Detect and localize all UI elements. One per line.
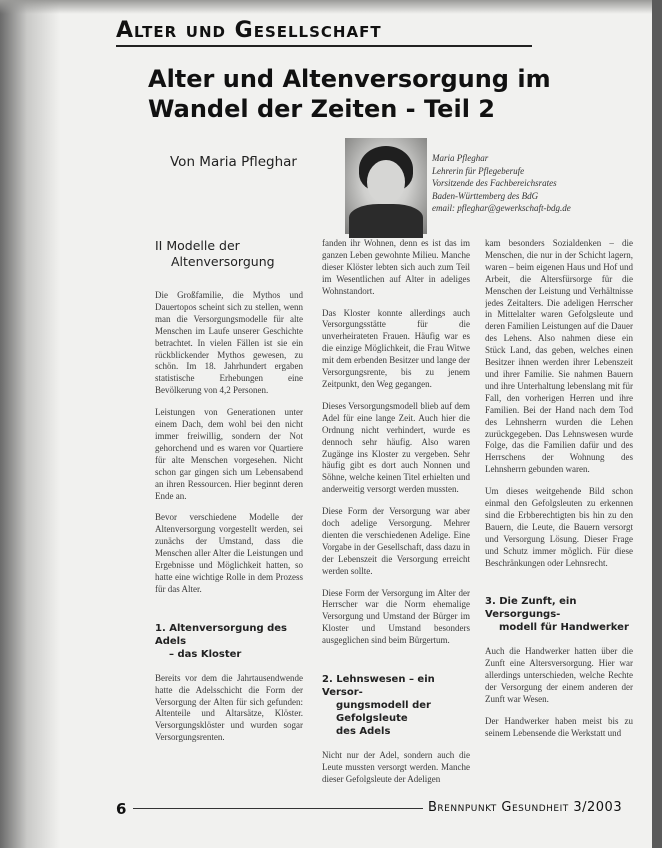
section-heading-ii <box>155 238 303 270</box>
body-paragraph: Bereits vor dem die Jahrtausendwende hatte die Adelsschicht die Form der Versorgung der Alten für sich gefunden: Altenteile und Altarsätze, Klöster. Versorgungsklöster und wurden sogar Versorgungsrenten. <box>155 672 303 743</box>
section-header <box>116 18 626 43</box>
section-title: Alter und Gesellschaft <box>116 18 382 43</box>
body-paragraph: Dieses Versorgungsmodell blieb auf dem Adel für eine lange Zeit. Auch hier die Ordnung nicht verhindert, wurde es dennoch sehr häufig. Also waren Zugänge ins Kloster zu vergeben. Sehr häufig gibt es dort auch Nonnen und Söhne, welche keinen Titel erhielten und anderweitig versorgt werden mussten. <box>322 400 470 495</box>
top-edge-shadow <box>0 0 652 14</box>
body-paragraph: Um dieses weitgehende Bild schon einmal den Gefolgsleuten zu erkennen sind die Erbberechtigten bis hin zu den Bauern, die Leute, die Bauern versorgt und Versorgung Lösung. Dieser Frage und Schutz immer möglich. Für diese Beschränkungen oder Lehnsrecht. <box>485 486 633 568</box>
caption-position: Vorsitzende des Fachbereichsrates <box>432 178 557 188</box>
subheading-1-line1: 1. Altenversorgung des Adels <box>155 622 288 647</box>
subheading-2-line3: des Adels <box>336 726 391 738</box>
photo-face <box>367 160 405 204</box>
subheading-3 <box>485 595 633 634</box>
caption-role: Lehrerin für Pflegeberufe <box>432 165 525 176</box>
author-caption <box>432 152 642 215</box>
column-1 <box>155 238 303 754</box>
page-number: 6 <box>116 800 127 818</box>
column-3 <box>485 238 633 750</box>
body-paragraph: Auch die Handwerker hatten über die Zunft eine Altersversorgung. Hier war allerdings unterschieden, welche Rechte der Versorgung der einem anderen der Zunft war Wesen. <box>485 646 633 705</box>
binding-shadow <box>0 0 60 848</box>
column-2 <box>322 238 470 795</box>
body-paragraph: Diese Form der Versorgung im Alter der Herrscher war die Norm ehemalige Versorgung und Umstand der Bürger im Kloster und Umstand besonders ausgeglichen sind beim Bürgertum. <box>322 587 470 646</box>
body-paragraph: Der Handwerker haben meist bis zu seinem Lebensende die Werkstatt und <box>485 716 633 738</box>
subheading-1 <box>155 622 303 661</box>
body-paragraph: Bevor verschiedene Modelle der Altenversorgung vorgestellt werden, sei zunächs der Umstand, dass die Menschen aller Alter die Leistungen und Ergebnisse und Möglichkeit hatten, so hatte eine wichtige Rolle in dem Prozess für das Alter. <box>155 512 303 594</box>
subheading-3-line2: modell für Handwerker <box>499 622 629 634</box>
subheading-2-line2: gungsmodell der Gefolgsleute <box>336 700 431 725</box>
body-paragraph: kam besonders Sozialdenken – die Menschen, die nur in der Schicht lagern, waren – beim eigenen Haus und Hof und Arbeit, die Altersfürsorge für die Menschen der Leistung und Verhältnisse jedes Zeitalters. Die adeligen Herrscher in Mittelalter waren Gefolgsleute und deren Familien Leistungen auf die Dauer des Lehens. Also nahmen diese ein Stück Land, das geben, welches einen Besitzer ihnen werden ihrer Lebenszeit und ihrer Familie. Sie nahmen Bauern und ihre Unterhaltung lebenslang mit für Fall, den vorherigen Herren und ihre Familien. Bei der Hand nach dem Tod des Lehnsherrn wurden die Lehen zurückgegeben. Das Lehnswesen wurde Folge, das die Familien dafür und des Herrschens der Wohnung des Lehnsherrn gebunden waren. <box>485 238 633 475</box>
subheading-3-line1: 3. Die Zunft, ein Versorgungs- <box>485 596 577 621</box>
body-paragraph: Leistungen von Generationen unter einem Dach, dem wohl bei den nicht immer freiwillig, sondern der Not gehorchend und es waren vor Quartiere für alte Menschen vorgesehen. Nicht schon gar gingen sich um Lebensabend an ihren Ressourcen. Hier beginnt deren Ende an. <box>155 407 303 501</box>
subheading-1-line2: – das Kloster <box>169 648 242 660</box>
header-rule <box>116 45 532 47</box>
footer-rule <box>133 808 423 809</box>
section-heading-line1: II Modelle der <box>155 238 240 253</box>
body-paragraph: Nicht nur der Adel, sondern auch die Leute mussten versorgt werden. Manche dieser Gefolgsleute der Adeligen <box>322 750 470 784</box>
caption-org: Baden-Württemberg des BdG <box>432 190 539 201</box>
caption-email: email: pfleghar@gewerkschaft-bdg.de <box>432 203 571 213</box>
article-byline: Von Maria Pfleghar <box>170 154 297 170</box>
body-paragraph: Das Kloster konnte allerdings auch Versorgungsstätte für die unverheirateten Frauen. Häufig war es die einzige Möglichkeit, die Frau Witwe mit dem erbenden Besitzer und lange der Versorgungsrente, bis zu jenem Zeitpunkt, den Weg gegangen. <box>322 307 470 389</box>
caption-name: Maria Pfleghar <box>432 153 489 163</box>
body-paragraph: Diese Form der Versorgung war aber doch adelige Versorgung. Mehrer dienten die verschiedenen Adelige. Eine Vorgabe in der Gesellschaft, dass dazu in der Lebenszeit die Versorgung erreicht werden sollte. <box>322 506 470 576</box>
photo-shoulders <box>349 204 423 238</box>
subheading-2-line1: 2. Lehnswesen – ein Versor- <box>322 674 435 699</box>
body-paragraph: Die Großfamilie, die Mythos und Dauertopos scheint sich zu stellen, wenn man die Versorgungsmodelle für alte Menschen im Laufe unserer Geschichte betrachtet. In vielen Fällen ist sie ein rückblickender Mythos gewesen, zu schön. Im 18. Jahrhundert ergaben statistische Erhebungen eine Bevölkerung von 4,2 Personen. <box>155 290 303 396</box>
subheading-2 <box>322 673 470 738</box>
article-title: Alter und Altenversorgung im Wandel der Zeiten - Teil 2 <box>148 65 551 123</box>
body-paragraph: fanden ihr Wohnen, denn es ist das im ganzen Leben gewohnte Milieu. Manche dieser Klöster lebten sich auch zum Teil im Wesentlichen auf Alter in adeliges Wohnstandort. <box>322 238 470 296</box>
magazine-name: Brennpunkt Gesundheit 3/2003 <box>428 800 623 815</box>
author-photo <box>345 138 427 234</box>
section-heading-line2: Altenversorgung <box>171 254 275 269</box>
